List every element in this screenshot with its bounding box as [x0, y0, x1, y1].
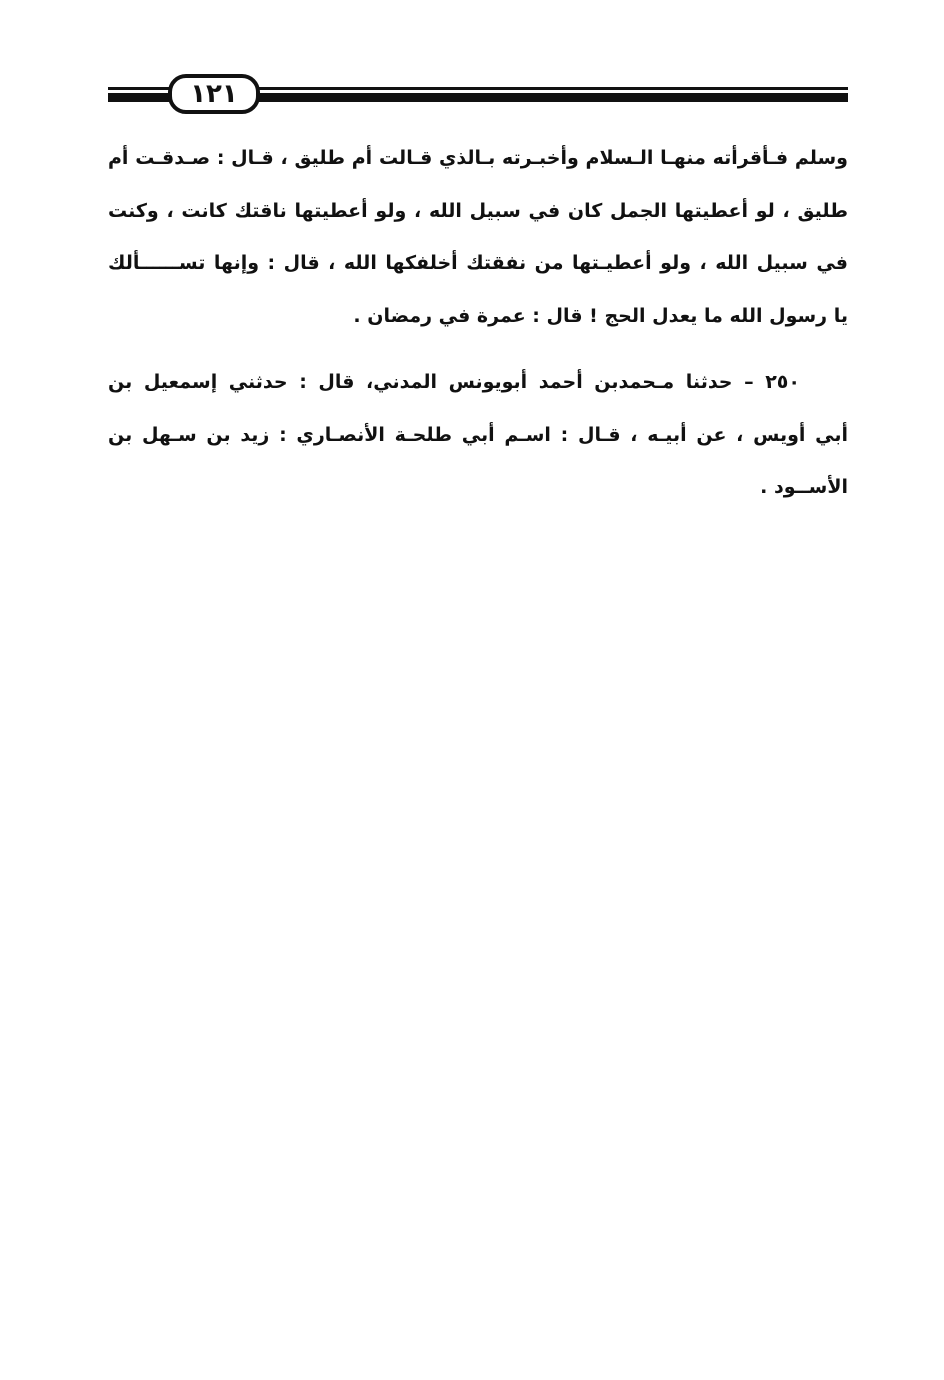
- paragraph-1: [108, 132, 848, 342]
- text-line: ٢٥٠ – حدثنا مـحمدبن أحمد أبويونس المدني، قال : حدثني إسمعيل بن: [108, 371, 800, 393]
- text-line: في سبيل الله ، ولو أعطيـتها من نفقتك أخلفكها الله ، قال : وإنها تســــــألك: [108, 252, 848, 274]
- text-line: طليق ، لو أعطيتها الجمل كان في سبيل الله ، ولو أعطيتها ناقتك كانت ، وكنت: [108, 199, 848, 222]
- page-number-frame: [168, 74, 260, 114]
- text-line: الأســود .: [760, 476, 848, 498]
- paragraph-2: [108, 356, 848, 514]
- page-header: [108, 70, 848, 122]
- text-line: وسلم فـأقرأته منهـا الـسلام وأخبـرته بـالذي قـالت أم طليق ، قـال : صـدقـت أم: [108, 147, 848, 169]
- text-line: أبي أويس ، عن أبيـه ، قـال : اسـم أبي طلحـة الأنصـاري : زيد بن سـهل بن: [108, 423, 848, 446]
- page-number: ١٢١: [190, 79, 238, 109]
- page-body: [108, 132, 848, 528]
- text-line: يا رسول الله ما يعدل الحج ! قال : عمرة في رمضان .: [353, 304, 848, 327]
